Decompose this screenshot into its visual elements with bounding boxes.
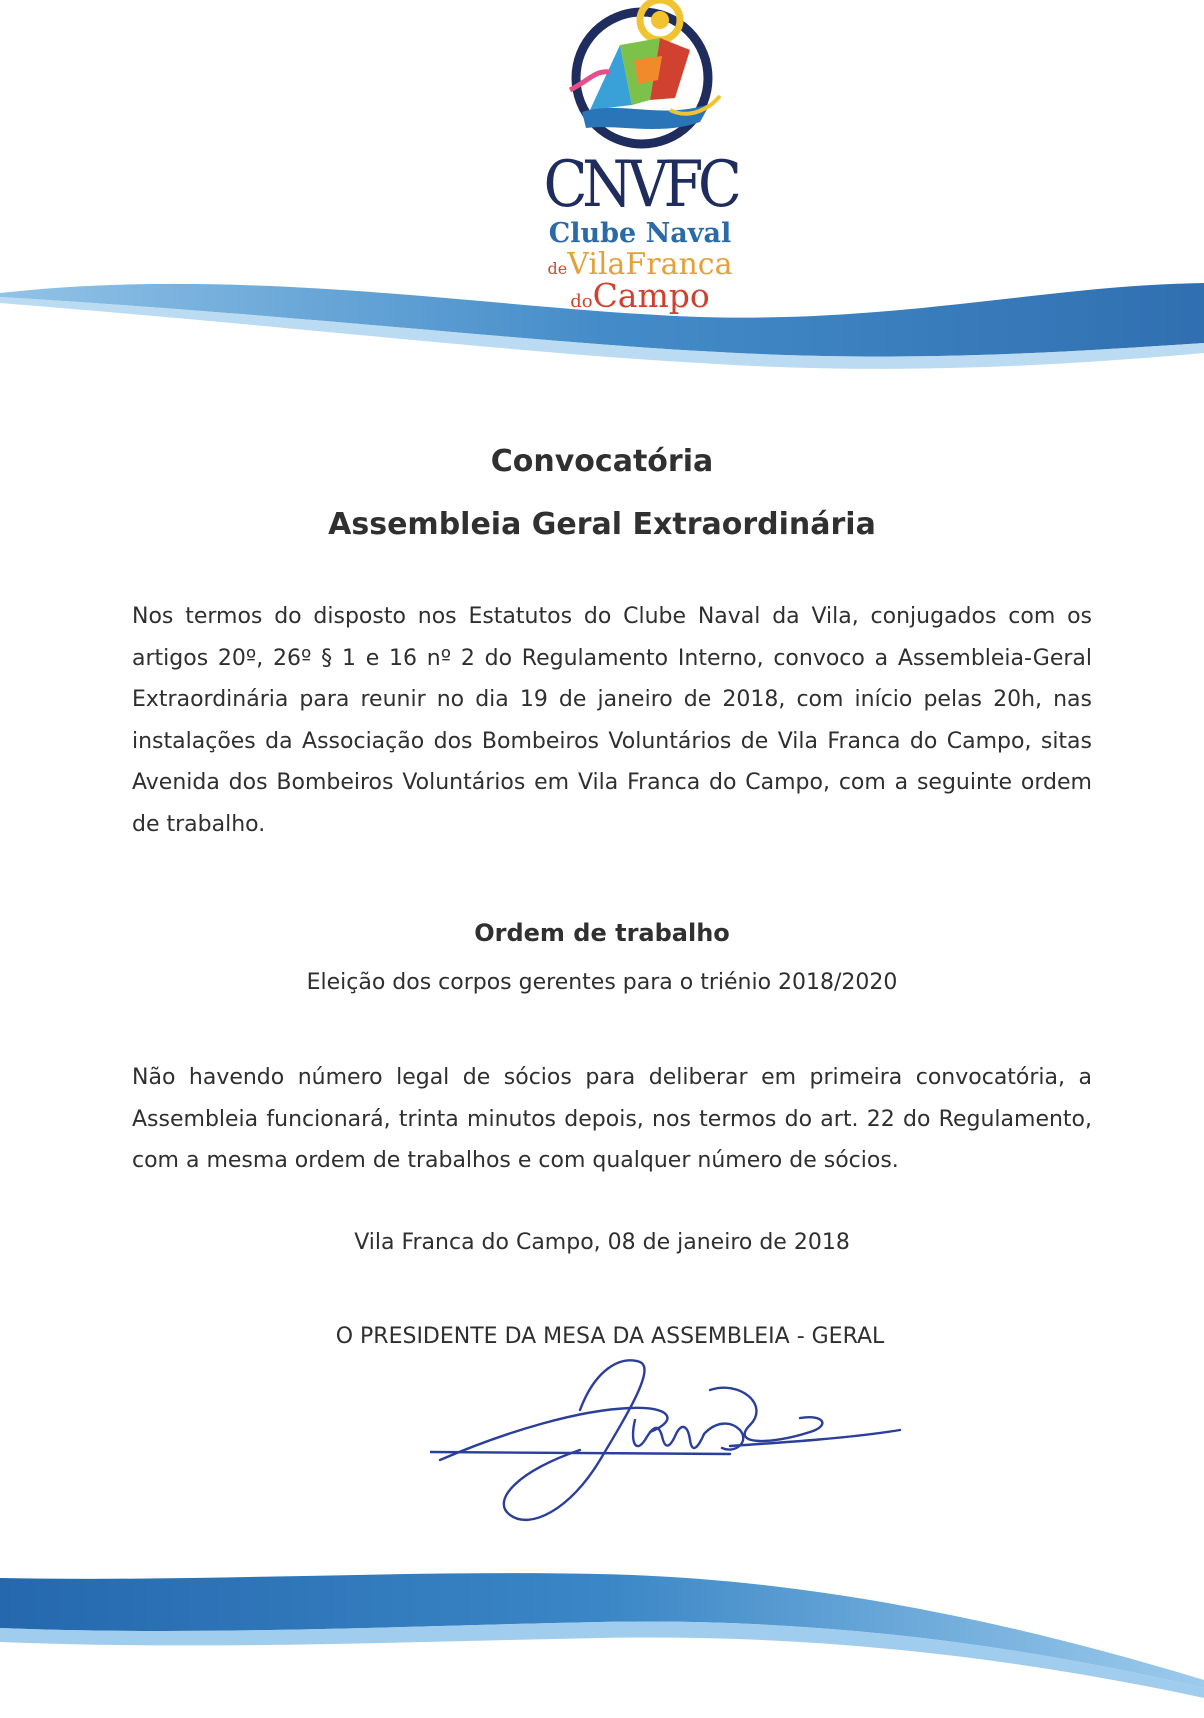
logo-prefix-de: de [547,259,568,278]
handwritten-signature [430,1350,910,1530]
document-title: Convocatória [490,444,714,479]
logo-monogram: CNVFC [543,148,737,222]
agenda-item: Eleição dos corpos gerentes para o triénio 2018/2020 [306,970,898,995]
agenda-heading: Ordem de trabalho [474,919,730,947]
sailboat-emblem-icon [550,0,730,160]
logo-text-line3 [520,278,760,320]
logo-campo: Campo [592,276,710,315]
place-date-line: Vila Franca do Campo, 08 de janeiro de 2018 [354,1230,850,1255]
document-subtitle: Assembleia Geral Extraordinária [328,507,876,542]
bottom-wave-decoration [0,1530,1204,1718]
logo-vilafranca: VilaFranca [567,247,733,282]
logo-text-line1: Clube Naval [548,218,732,249]
signer-title: O PRESIDENTE DA MESA DA ASSEMBLEIA - GERAL [335,1324,885,1349]
club-logo [520,0,760,330]
logo-prefix-do: do [570,291,593,312]
quorum-paragraph: Não havendo número legal de sócios para deliberar em primeira convocatória, a Assembleia funcionará, trinta minutos depois, nos termos do art. 22 do Regulamento, com a mesma ordem de trabalhos e com qualquer número de sócios. [132,1065,1092,1173]
convocation-paragraph: Nos termos do disposto nos Estatutos do Clube Naval da Vila, conjugados com os artigos 20º, 26º § 1 e 16 nº 2 do Regulamento Interno, convoco a Assembleia-Geral Extraordinária para reunir no dia 19 de janeiro de 2018, com início pelas 20h, nas instalações da Associação dos Bombeiros Voluntários de Vila Franca do Campo, sitas Avenida dos Bombeiros Voluntários em Vila Franca do Campo, com a seguinte ordem de trabalho. [132,604,1092,837]
